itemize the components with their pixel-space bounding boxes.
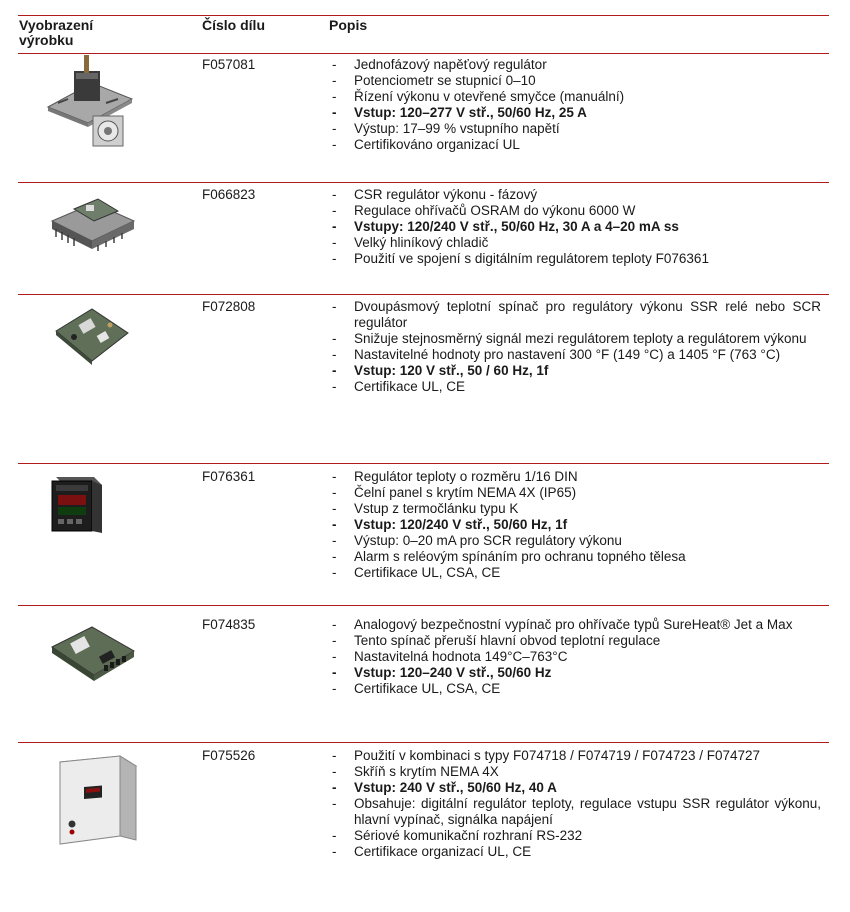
description-item: - Alarm s reléovým spínáním pro ochranu topného tělesa (329, 549, 821, 565)
description-item: - Certifikace organizací UL, CE (329, 844, 821, 860)
product-image-safety-switch (48, 621, 138, 691)
table-row (0, 57, 850, 177)
description-item: - Čelní panel s krytím NEMA 4X (IP65) (329, 485, 821, 501)
description-item: - Certifikováno organizací UL (329, 137, 821, 153)
description-item: - Nastavitelné hodnoty pro nastavení 300 °F (149 °C) a 1405 °F (763 °C) (329, 347, 821, 363)
description-item: - Výstup: 0–20 mA pro SCR regulátory výkonu (329, 533, 821, 549)
description-item: - Použití v kombinaci s typy F074718 / F074719 / F074723 / F074727 (329, 748, 821, 764)
description-item: - Jednofázový napěťový regulátor (329, 57, 821, 73)
description-item: - Vstup: 120/240 V stř., 50/60 Hz, 1f (329, 517, 821, 533)
table-row (0, 299, 850, 455)
description-item: - Vstup: 240 V stř., 50/60 Hz, 40 A (329, 780, 821, 796)
description-item: - Regulace ohřívačů OSRAM do výkonu 6000 W (329, 203, 821, 219)
description-item: - Vstup: 120 V stř., 50 / 60 Hz, 1f (329, 363, 821, 379)
row-divider (18, 182, 829, 183)
description-item: - Použití ve spojení s digitálním regulátorem teploty F076361 (329, 251, 821, 267)
description-item: - CSR regulátor výkonu - fázový (329, 187, 821, 203)
description-list (329, 187, 821, 267)
description-item: - Certifikace UL, CE (329, 379, 821, 395)
product-image-control-enclosure (50, 752, 142, 852)
description-item: - Skříň s krytím NEMA 4X (329, 764, 821, 780)
table-row (0, 469, 850, 599)
product-image-voltage-regulator (40, 49, 140, 129)
description-item: - Certifikace UL, CSA, CE (329, 681, 821, 697)
description-list (329, 748, 821, 860)
description-item: - Certifikace UL, CSA, CE (329, 565, 821, 581)
row-divider (18, 294, 829, 295)
description-item: - Řízení výkonu v otevřené smyčce (manuální) (329, 89, 821, 105)
description-list (329, 299, 821, 395)
product-image-temperature-controller (46, 473, 106, 539)
header-image: Vyobrazení výrobku (19, 17, 94, 48)
description-list (329, 469, 821, 581)
description-item: - Velký hliníkový chladič (329, 235, 821, 251)
row-divider (18, 463, 829, 464)
description-item: - Obsahuje: digitální regulátor teploty, regulace vstupu SSR regulátor výkonu, hlavní vypínač, signálka napájení (329, 796, 821, 828)
header-description: Popis (329, 17, 368, 33)
description-item: - Vstup: 120–277 V stř., 50/60 Hz, 25 A (329, 105, 821, 121)
product-image-temperature-switch (52, 303, 132, 367)
description-item: - Potenciometr se stupnicí 0–10 (329, 73, 821, 89)
part-number: F066823 (202, 187, 256, 202)
description-item: - Vstupy: 120/240 V stř., 50/60 Hz, 30 A a 4–20 mA ss (329, 219, 821, 235)
description-list (329, 617, 821, 697)
table-row (0, 617, 850, 725)
description-list (329, 57, 821, 153)
part-number: F075526 (202, 748, 256, 763)
description-item: - Tento spínač přeruší hlavní obvod teplotní regulace (329, 633, 821, 649)
description-item: - Výstup: 17–99 % vstupního napětí (329, 121, 821, 137)
description-item: - Dvoupásmový teplotní spínač pro regulátory výkonu SSR relé nebo SCR regulátor (329, 299, 821, 331)
table-row (0, 748, 850, 908)
description-item: - Nastavitelná hodnota 149°C–763°C (329, 649, 821, 665)
row-divider (18, 605, 829, 606)
part-number: F057081 (202, 57, 256, 72)
description-item: - Snižuje stejnosměrný signál mezi regulátorem teploty a regulátorem výkonu (329, 331, 821, 347)
description-item: - Regulátor teploty o rozměru 1/16 DIN (329, 469, 821, 485)
row-divider (18, 742, 829, 743)
description-item: - Sériové komunikační rozhraní RS-232 (329, 828, 821, 844)
product-image-power-controller (48, 187, 138, 253)
part-number: F072808 (202, 299, 256, 314)
product-image-potentiometer-dial (92, 113, 124, 147)
description-item: - Vstup z termočlánku typu K (329, 501, 821, 517)
header-part-number: Číslo dílu (202, 17, 265, 33)
part-number: F074835 (202, 617, 256, 632)
table-row (0, 187, 850, 293)
description-item: - Vstup: 120–240 V stř., 50/60 Hz (329, 665, 821, 681)
description-item: - Analogový bezpečnostní vypínač pro ohřívače typů SureHeat® Jet a Max (329, 617, 821, 633)
part-number: F076361 (202, 469, 256, 484)
header-top-rule (18, 15, 829, 16)
